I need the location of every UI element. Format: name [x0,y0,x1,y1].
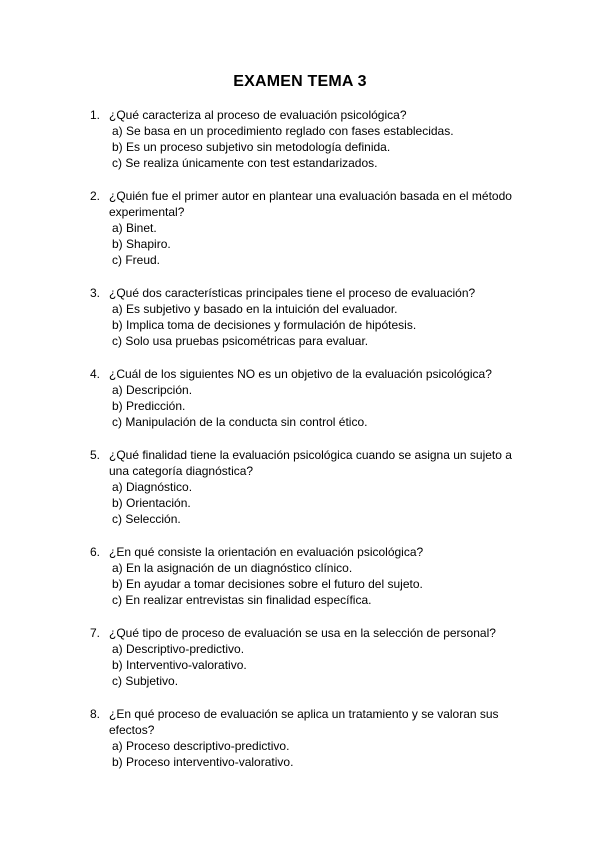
option-c: c) Subjetivo. [112,674,179,688]
option-a: a) Diagnóstico. [112,480,193,494]
option-a: a) En la asignación de un diagnóstico clínico. [112,561,353,575]
option-a: a) Se basa en un procedimiento reglado con fases establecidas. [112,124,454,138]
page-title: EXAMEN TEMA 3 [233,73,367,90]
question-8 [90,706,530,770]
option-b: b) En ayudar a tomar decisiones sobre el futuro del sujeto. [112,577,423,591]
question-number: 5. [90,448,101,462]
question-number: 2. [90,189,101,203]
question-text: ¿Quién fue el primer autor en plantear una evaluación basada en el método experimental? [109,189,512,219]
question-text: ¿Qué tipo de proceso de evaluación se usa en la selección de personal? [109,626,496,640]
question-6 [90,544,530,608]
question-number: 6. [90,545,101,559]
option-list [90,641,530,689]
option-b: b) Orientación. [112,496,191,510]
option-c: c) Selección. [112,512,181,526]
option-b: b) Proceso interventivo-valorativo. [112,755,294,769]
option-list [90,479,530,527]
question-number: 4. [90,367,101,381]
question-text: ¿Cuál de los siguientes NO es un objetivo de la evaluación psicológica? [109,367,492,381]
question-number: 8. [90,707,101,721]
option-c: c) Freud. [112,253,161,267]
option-c: c) Se realiza únicamente con test estandarizados. [112,156,378,170]
option-b: b) Implica toma de decisiones y formulación de hipótesis. [112,318,417,332]
question-text: ¿Qué dos características principales tiene el proceso de evaluación? [109,286,476,300]
option-b: b) Shapiro. [112,237,171,251]
question-number: 1. [90,108,101,122]
question-list [90,107,530,787]
option-a: a) Proceso descriptivo-predictivo. [112,739,290,753]
option-c: c) Manipulación de la conducta sin control ético. [112,415,368,429]
option-a: a) Binet. [112,221,157,235]
option-b: b) Predicción. [112,399,186,413]
question-7 [90,625,530,689]
question-2 [90,188,530,268]
option-list [90,738,530,770]
question-1 [90,107,530,171]
question-3 [90,285,530,349]
question-text: ¿Qué caracteriza al proceso de evaluación psicológica? [109,108,407,122]
question-5 [90,447,530,527]
question-text: ¿Qué finalidad tiene la evaluación psicológica cuando se asigna un sujeto a una categoría diagnóstica? [109,448,512,478]
option-list [90,123,530,171]
question-text: ¿En qué proceso de evaluación se aplica un tratamiento y se valoran sus efectos? [109,707,499,737]
option-c: c) Solo usa pruebas psicométricas para evaluar. [112,334,369,348]
question-number: 3. [90,286,101,300]
question-text: ¿En qué consiste la orientación en evaluación psicológica? [109,545,424,559]
option-list [90,301,530,349]
question-number: 7. [90,626,101,640]
option-a: a) Descriptivo-predictivo. [112,642,245,656]
option-a: a) Es subjetivo y basado en la intuición del evaluador. [112,302,398,316]
option-list [90,560,530,608]
option-list [90,382,530,430]
option-b: b) Interventivo-valorativo. [112,658,247,672]
option-list [90,220,530,268]
question-4 [90,366,530,430]
option-a: a) Descripción. [112,383,193,397]
option-c: c) En realizar entrevistas sin finalidad específica. [112,593,372,607]
option-b: b) Es un proceso subjetivo sin metodología definida. [112,140,391,154]
